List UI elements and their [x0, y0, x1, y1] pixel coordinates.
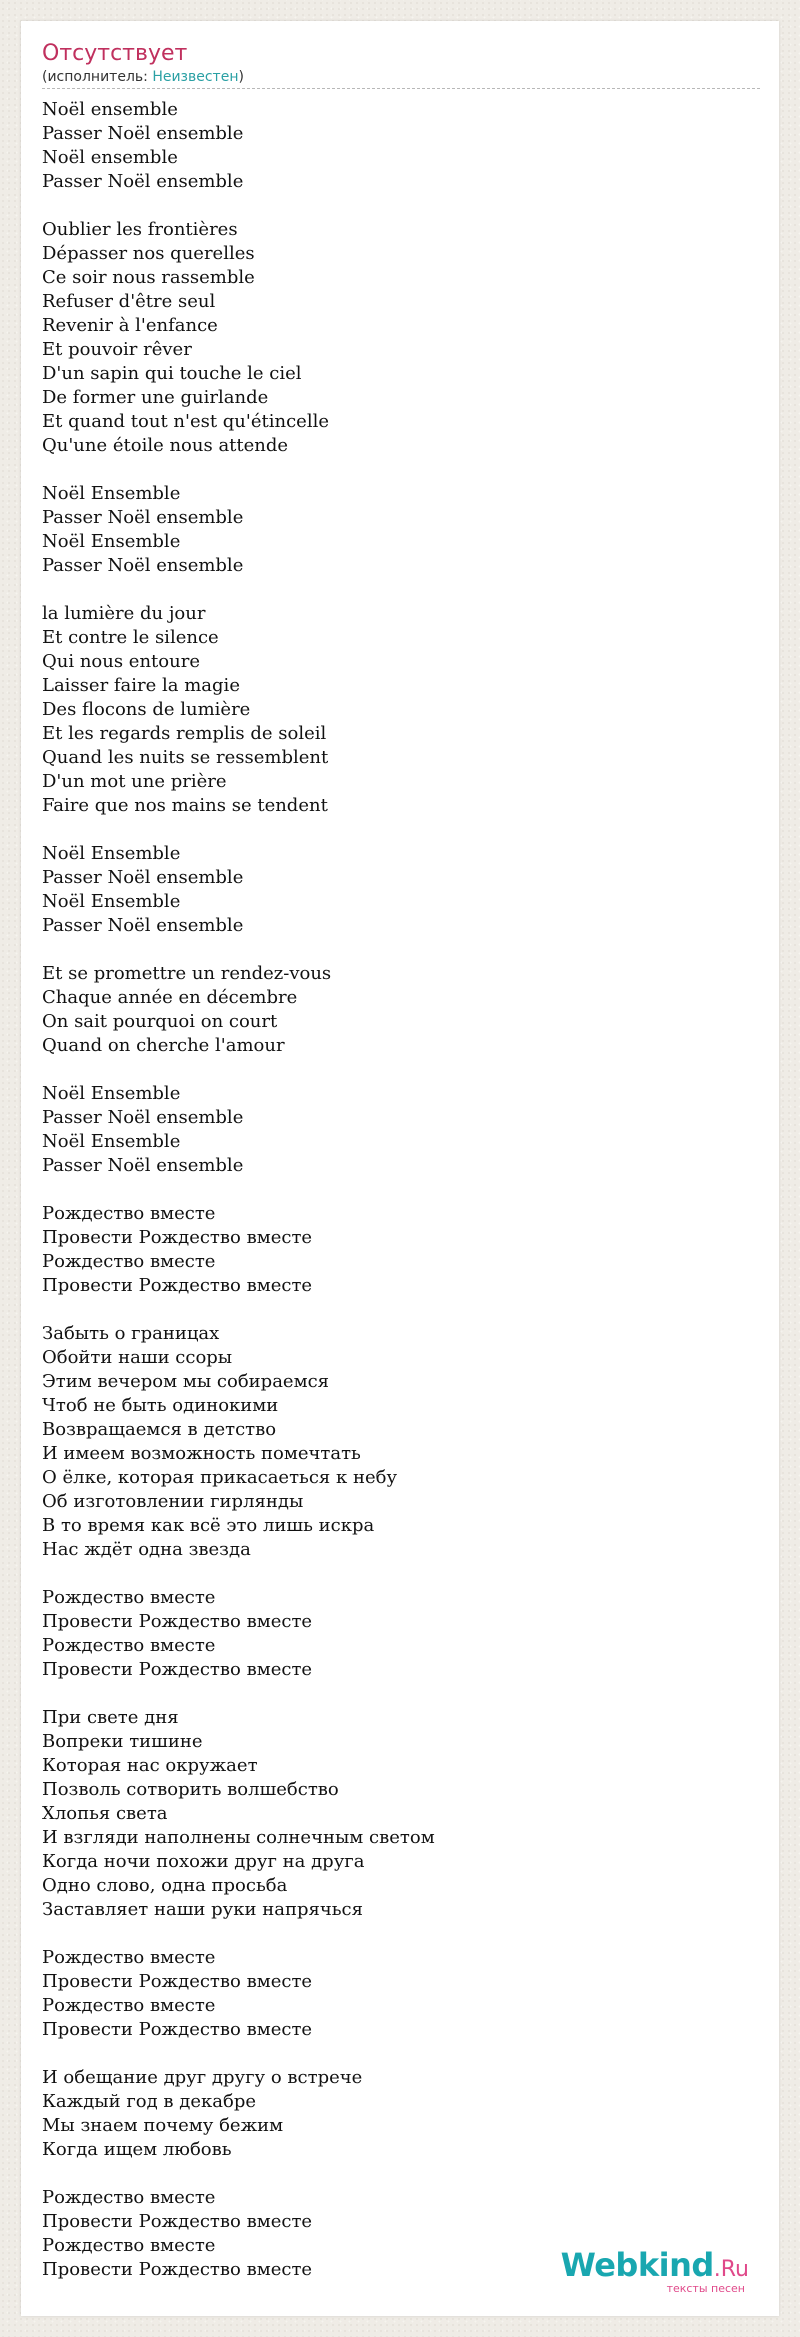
lyric-line: Noël Ensemble — [42, 1131, 181, 1152]
lyric-stanza — [42, 1322, 742, 1562]
song-title: Отсутствует — [42, 41, 188, 66]
lyrics-body — [42, 98, 742, 2306]
lyric-line: Passer Noël ensemble — [42, 507, 244, 528]
logo-main-text: Webkind — [560, 2246, 714, 2284]
lyric-line: Провести Рождество вместе — [42, 1275, 313, 1296]
lyric-line: Когда ночи похожи друг на друга — [42, 1851, 365, 1872]
logo-suffix-text: .Ru — [713, 2257, 749, 2282]
lyric-line: Passer Noël ensemble — [42, 867, 244, 888]
lyric-line: Passer Noël ensemble — [42, 1155, 244, 1176]
artist-line — [42, 69, 244, 85]
lyric-line: Noël Ensemble — [42, 843, 181, 864]
lyric-line: Noël Ensemble — [42, 531, 181, 552]
lyric-line: Каждый год в декабре — [42, 2091, 257, 2112]
lyric-line: Хлопья света — [42, 1803, 168, 1824]
lyric-line: Провести Рождество вместе — [42, 1611, 313, 1632]
lyric-line: Noël Ensemble — [42, 483, 181, 504]
lyric-stanza — [42, 1586, 742, 1682]
lyric-line: D'un sapin qui touche le ciel — [42, 363, 302, 384]
lyric-line: Рождество вместе — [42, 1947, 216, 1968]
lyric-line: Passer Noël ensemble — [42, 1107, 244, 1128]
lyric-line: Oublier les frontières — [42, 219, 238, 240]
lyric-line: la lumière du jour — [42, 603, 206, 624]
lyric-line: Провести Рождество вместе — [42, 2019, 313, 2040]
lyric-line: Позволь сотворить волшебство — [42, 1779, 339, 1800]
lyric-line: Noël ensemble — [42, 99, 178, 120]
lyric-line: При свете дня — [42, 1707, 179, 1728]
lyric-line: Passer Noël ensemble — [42, 171, 244, 192]
lyric-line: Рождество вместе — [42, 1203, 216, 1224]
lyric-line: И взгляди наполнены солнечным светом — [42, 1827, 435, 1848]
lyric-line: Провести Рождество вместе — [42, 1659, 313, 1680]
lyric-line: Вопреки тишине — [42, 1731, 203, 1752]
lyric-line: Нас ждёт одна звезда — [42, 1539, 251, 1560]
lyric-stanza — [42, 98, 742, 194]
lyric-line: Refuser d'être seul — [42, 291, 216, 312]
lyric-line: Et se promettre un rendez-vous — [42, 963, 332, 984]
lyric-line: Рождество вместе — [42, 1587, 216, 1608]
lyric-line: Провести Рождество вместе — [42, 1227, 313, 1248]
lyric-line: Когда ищем любовь — [42, 2139, 232, 2160]
lyric-line: On sait pourquoi on court — [42, 1011, 278, 1032]
lyric-line: Забыть о границах — [42, 1323, 220, 1344]
lyric-line: Qu'une étoile nous attende — [42, 435, 289, 456]
lyric-line: Chaque année en décembre — [42, 987, 298, 1008]
lyric-line: Которая нас окружает — [42, 1755, 258, 1776]
lyric-line: Faire que nos mains se tendent — [42, 795, 328, 816]
lyric-line: Passer Noël ensemble — [42, 123, 244, 144]
header-divider — [42, 88, 760, 89]
webkind-logo[interactable] — [560, 2246, 749, 2295]
lyric-line: Dépasser nos querelles — [42, 243, 255, 264]
lyric-stanza — [42, 482, 742, 578]
artist-link[interactable]: Неизвестен — [152, 69, 239, 85]
lyric-line: Чтоб не быть одинокими — [42, 1395, 279, 1416]
lyric-line: Noël Ensemble — [42, 1083, 181, 1104]
lyric-line: Рождество вместе — [42, 1251, 216, 1272]
lyric-line: Noël Ensemble — [42, 891, 181, 912]
lyric-stanza — [42, 1706, 742, 1922]
lyric-line: D'un mot une prière — [42, 771, 227, 792]
lyric-line: Этим вечером мы собираемся — [42, 1371, 330, 1392]
artist-suffix: ) — [238, 69, 244, 85]
lyric-stanza — [42, 602, 742, 818]
lyric-line: Et quand tout n'est qu'étincelle — [42, 411, 329, 432]
lyric-line: О ёлке, которая прикасаеться к небу — [42, 1467, 398, 1488]
lyric-line: Возвращаемся в детство — [42, 1419, 277, 1440]
lyric-line: Des flocons de lumière — [42, 699, 251, 720]
lyric-line: Провести Рождество вместе — [42, 2259, 313, 2280]
lyric-line: Рождество вместе — [42, 1635, 216, 1656]
lyric-stanza — [42, 1202, 742, 1298]
lyric-line: Обойти наши ссоры — [42, 1347, 233, 1368]
lyric-line: Рождество вместе — [42, 2187, 216, 2208]
lyric-line: Одно слово, одна просьба — [42, 1875, 288, 1896]
lyric-line: Quand on cherche l'amour — [42, 1035, 285, 1056]
lyric-line: В то время как всё это лишь искра — [42, 1515, 375, 1536]
lyric-line: Revenir à l'enfance — [42, 315, 218, 336]
lyric-line: Passer Noël ensemble — [42, 915, 244, 936]
lyric-line: Et pouvoir rêver — [42, 339, 192, 360]
lyric-stanza — [42, 2066, 742, 2162]
lyric-line: Рождество вместе — [42, 2235, 216, 2256]
lyric-stanza — [42, 1946, 742, 2042]
lyric-line: Quand les nuits se ressemblent — [42, 747, 329, 768]
lyric-line: Et les regards remplis de soleil — [42, 723, 327, 744]
lyric-stanza — [42, 962, 742, 1058]
lyrics-card — [21, 21, 779, 2316]
logo-tagline: тексты песен — [666, 2282, 745, 2295]
lyric-line: Noël ensemble — [42, 147, 178, 168]
lyric-line: De former une guirlande — [42, 387, 269, 408]
lyric-line: Провести Рождество вместе — [42, 1971, 313, 1992]
lyric-line: И имеем возможность помечтать — [42, 1443, 361, 1464]
lyric-line: Ce soir nous rassemble — [42, 267, 255, 288]
lyric-stanza — [42, 218, 742, 458]
lyric-line: Et contre le silence — [42, 627, 219, 648]
lyric-line: И обещание друг другу о встрече — [42, 2067, 363, 2088]
lyric-line: Провести Рождество вместе — [42, 2211, 313, 2232]
artist-prefix: (исполнитель: — [42, 69, 153, 85]
lyric-stanza — [42, 842, 742, 938]
lyric-line: Рождество вместе — [42, 1995, 216, 2016]
lyric-line: Qui nous entoure — [42, 651, 200, 672]
lyric-stanza — [42, 1082, 742, 1178]
lyric-line: Laisser faire la magie — [42, 675, 240, 696]
lyric-line: Заставляет наши руки напрячься — [42, 1899, 363, 1920]
lyric-line: Passer Noël ensemble — [42, 555, 244, 576]
lyric-line: Мы знаем почему бежим — [42, 2115, 284, 2136]
lyric-line: Об изготовлении гирлянды — [42, 1491, 304, 1512]
